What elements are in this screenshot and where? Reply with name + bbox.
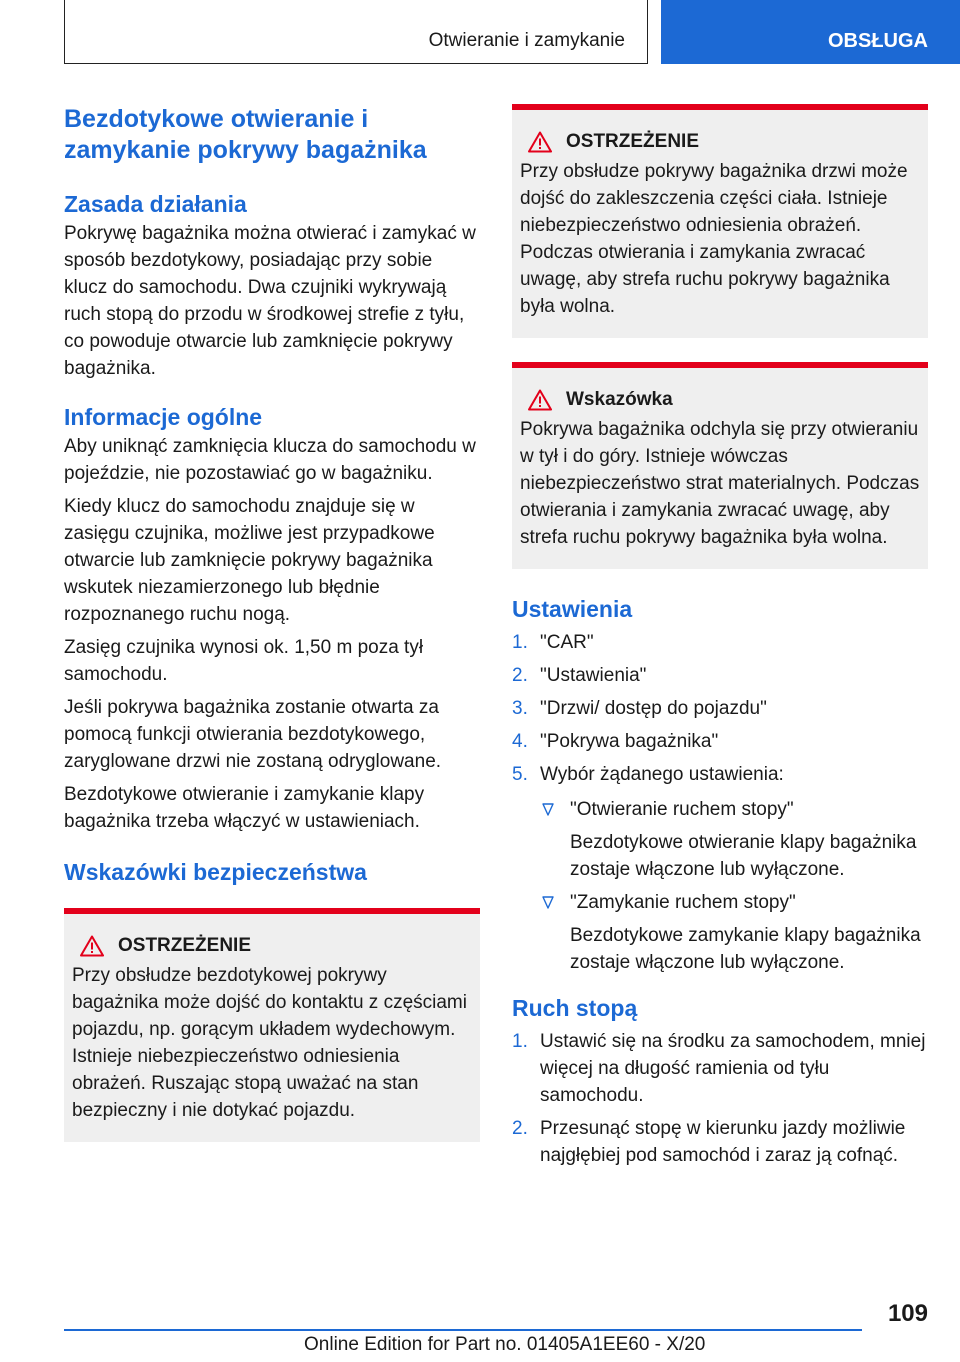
warning-header [520, 130, 920, 154]
step-number: 5. [512, 764, 528, 785]
warning-title: OSTRZEŻENIE [118, 935, 252, 956]
list-item [512, 728, 928, 755]
header-section-box [64, 0, 648, 64]
step-number: 1. [512, 1031, 528, 1052]
footer-divider [64, 1329, 862, 1331]
warning-triangle-icon [80, 935, 104, 957]
step-text: Przesunąć stopę w kierunku jazdy możliwie najgłębiej pod samochód i zaraz ją cofnąć. [540, 1118, 906, 1166]
list-item [512, 695, 928, 722]
list-item [512, 761, 928, 976]
notice-box [512, 362, 928, 569]
notice-text: Pokrywa bagażnika odchyla się przy otwieraniu w tył i do góry. Istnieje wówczas niebezpieczeństwo strat materialnych. Podczas otwierania i zamykania zwracać uwagę, aby strefa ruchu pokrywy bagażnika była wolna. [520, 419, 920, 548]
header-chapter-label: OBSŁUGA [828, 30, 928, 52]
step-text: Ustawić się na środku za samochodem, mniej więcej na długość ramienia od tyłu samochodu. [540, 1031, 926, 1106]
settings-options [540, 796, 928, 976]
general-info-paragraph-4: Jeśli pokrywa bagażnika zostanie otwarta za pomocą funkcji otwierania bezdotykowego, zaryglowane drzwi nie zostaną odryglowane. [64, 697, 442, 772]
option-description: Bezdotykowe otwieranie klapy bagażnika zostaje włączone lub wyłączone. [570, 832, 917, 880]
warning-triangle-icon [528, 389, 552, 411]
step-number: 2. [512, 1118, 528, 1139]
page-title-line-2: zamykanie pokrywy bagażnika [64, 136, 427, 164]
step-number: 1. [512, 632, 528, 653]
general-info-paragraph-3: Zasięg czujnika wynosi ok. 1,50 m poza tył samochodu. [64, 637, 424, 685]
step-text: "Pokrywa bagażnika" [540, 731, 719, 752]
page-title-line-1: Bezdotykowe otwieranie i [64, 105, 369, 133]
list-item [512, 1115, 928, 1169]
warning-triangle-icon [528, 131, 552, 153]
option-label: "Otwieranie ruchem stopy" [570, 799, 794, 820]
settings-steps [512, 629, 928, 976]
page-title [64, 104, 480, 166]
triangle-bullet-icon [542, 896, 554, 909]
warning-text: Przy obsłudze pokrywy bagażnika drzwi może dojść do zakleszczenia części ciała. Istnieje niebezpieczeństwo odniesienia obrażeń. Podczas otwierania i zamykania zwracać uwagę, aby strefa ruchu pokrywy bagażnika była wolna. [520, 161, 908, 317]
safety-heading: Wskazówki bezpieczeństwa [64, 859, 367, 885]
step-text: "CAR" [540, 632, 594, 653]
warning-title: OSTRZEŻENIE [566, 131, 700, 152]
footer-edition-text: Online Edition for Part no. 01405A1EE60 - X/20 [304, 1334, 706, 1355]
warning-box-left [64, 908, 480, 1142]
foot-movement-heading: Ruch stopą [512, 995, 638, 1021]
general-info-paragraph-2: Kiedy klucz do samochodu znajduje się w zasięgu czujnika, możliwe jest przypadkowe otwarcie lub zamknięcie pokrywy bagażnika wskutek niezamierzonego lub błędnie rozpoznanego ruchu nogą. [64, 496, 435, 625]
general-info-heading: Informacje ogólne [64, 404, 263, 430]
warning-text: Przy obsłudze bezdotykowej pokrywy bagażnika może dojść do kontaktu z częściami pojazdu, np. gorącym układem wydechowym. Istnieje niebezpieczeństwo odniesienia obrażeń. Ruszając stopą uważać na stan bezpieczny i nie dotykać pojazdu. [72, 965, 467, 1121]
notice-header [520, 388, 920, 412]
principle-text: Pokrywę bagażnika można otwierać i zamykać w sposób bezdotykowy, posiadając przy sobie klucz do samochodu. Dwa czujniki wykrywają ruch stopą do przodu w środkowej strefie z tyłu, co powoduje otwarcie lub zamknięcie pokrywy bagażnika. [64, 223, 476, 379]
list-item [512, 662, 928, 689]
list-item [512, 1028, 928, 1109]
left-column [64, 104, 480, 1142]
warning-box-right [512, 104, 928, 338]
option-label: "Zamykanie ruchem stopy" [570, 892, 796, 913]
header-chapter-tab [661, 0, 960, 64]
foot-movement-steps [512, 1028, 928, 1169]
warning-header [72, 934, 472, 958]
step-number: 3. [512, 698, 528, 719]
step-number: 2. [512, 665, 528, 686]
page-number: 109 [887, 1300, 928, 1327]
header-section-title: Otwieranie i zamykanie [428, 30, 625, 51]
list-item [540, 889, 928, 976]
triangle-bullet-icon [542, 803, 554, 816]
right-column [512, 104, 928, 1175]
step-number: 4. [512, 731, 528, 752]
principle-heading: Zasada działania [64, 191, 247, 217]
list-item [512, 629, 928, 656]
list-item [540, 796, 928, 883]
settings-heading: Ustawienia [512, 596, 633, 622]
step-text: "Ustawienia" [540, 665, 647, 686]
step-text: "Drzwi/ dostęp do pojazdu" [540, 698, 767, 719]
option-description: Bezdotykowe zamykanie klapy bagażnika zostaje włączone lub wyłączone. [570, 925, 921, 973]
general-info-paragraph-1: Aby uniknąć zamknięcia klucza do samochodu w pojeździe, nie pozostawiać go w bagażniku. [64, 436, 476, 484]
notice-title: Wskazówka [566, 389, 673, 410]
step-text: Wybór żądanego ustawienia: [540, 764, 784, 785]
general-info-paragraph-5: Bezdotykowe otwieranie i zamykanie klapy bagażnika trzeba włączyć w ustawieniach. [64, 784, 425, 832]
